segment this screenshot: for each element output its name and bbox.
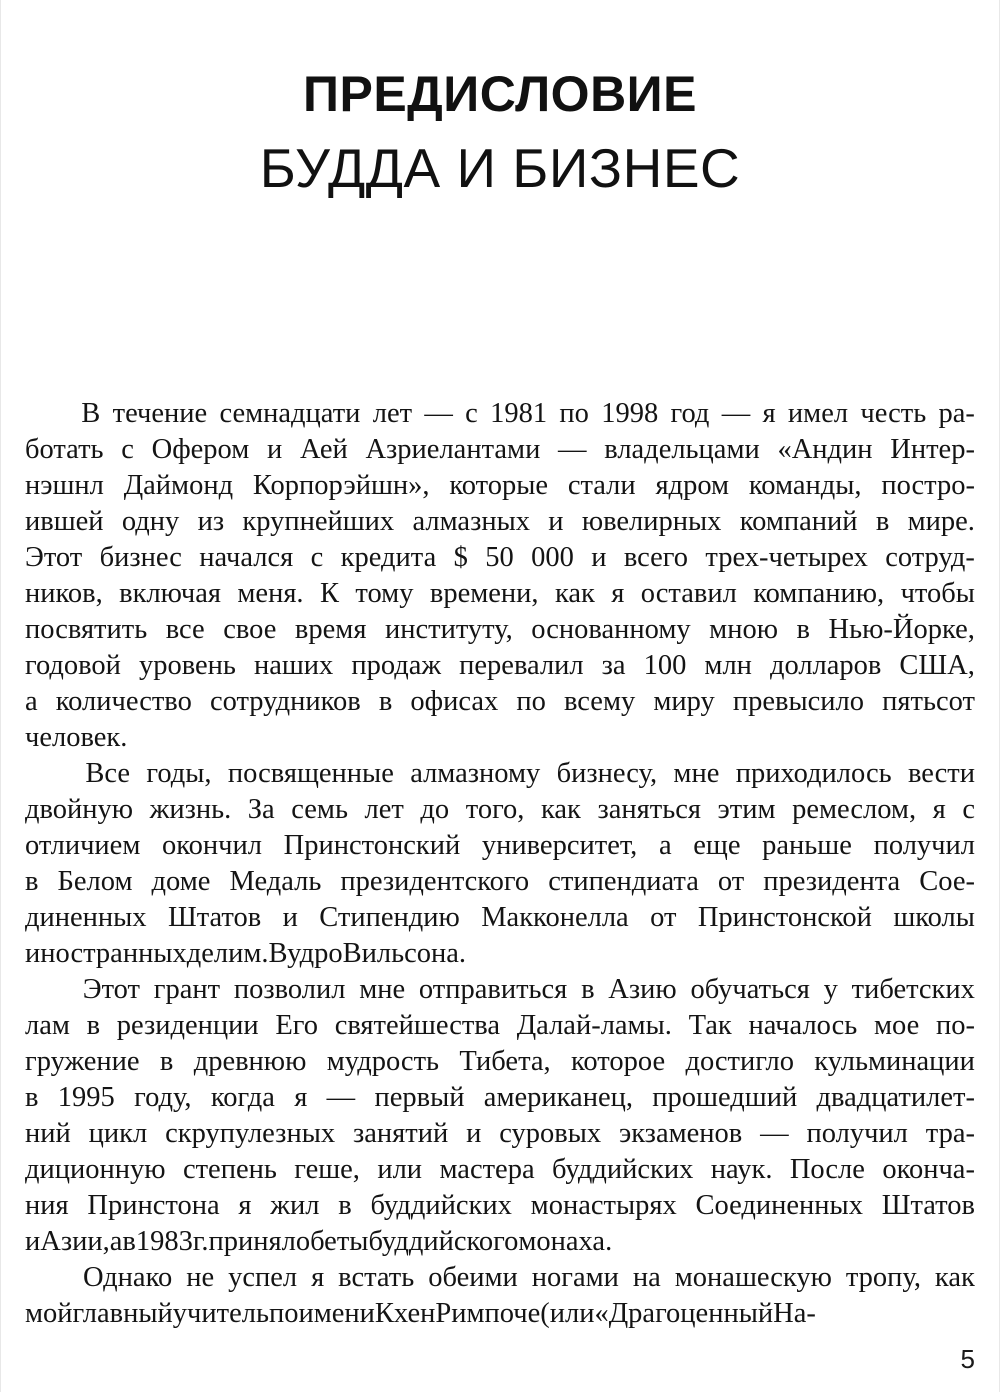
word: древнюю — [193, 1046, 307, 1077]
word: в — [378, 686, 393, 717]
word: а — [109, 1226, 123, 1257]
word: компаний — [739, 506, 858, 537]
word: тропу, — [845, 1262, 921, 1293]
word: президента — [763, 866, 901, 897]
word: а — [25, 686, 38, 717]
word: от — [650, 902, 677, 933]
word: одну — [121, 506, 180, 537]
text-line — [25, 396, 975, 432]
word: Азию — [608, 974, 677, 1005]
body-text — [25, 396, 975, 1332]
paragraph — [25, 972, 975, 1260]
word: тибетских — [851, 974, 975, 1005]
word: На- — [773, 1298, 816, 1329]
word: святейшества — [334, 1010, 501, 1041]
word: обучаться — [690, 974, 810, 1005]
word: не — [186, 1262, 215, 1293]
word: в — [338, 1190, 352, 1221]
text-line — [25, 1080, 975, 1116]
word: приходилось — [735, 758, 892, 789]
word: лам — [25, 1010, 70, 1041]
word: — — [424, 398, 453, 429]
text-line — [25, 540, 975, 576]
word: Офером — [151, 434, 250, 465]
word: ядром — [655, 470, 730, 501]
word: К — [319, 578, 339, 609]
word: Его — [275, 1010, 319, 1041]
word: по — [268, 1298, 299, 1329]
text-line — [25, 1188, 975, 1224]
word: мудрость — [326, 1046, 440, 1077]
word: пятьсот — [882, 686, 975, 717]
word: буддийского — [368, 1226, 519, 1257]
word: в — [159, 1046, 174, 1077]
word: Интер- — [890, 434, 975, 465]
word: 50 — [485, 542, 514, 573]
word: которое — [571, 1046, 666, 1077]
word: свое — [223, 614, 277, 645]
word: стипендиата — [548, 866, 699, 897]
word: Медаль — [229, 866, 322, 897]
word: г. — [192, 1226, 209, 1257]
word: ремеслом, — [792, 794, 917, 825]
word: обеты — [295, 1226, 369, 1257]
word: в — [875, 506, 890, 537]
word: и — [548, 506, 564, 537]
word: раньше — [762, 830, 852, 861]
word: основанному — [531, 614, 691, 645]
word: США, — [899, 650, 975, 681]
text-line — [25, 828, 975, 864]
word: «Драгоценный — [594, 1298, 774, 1329]
word: цикл — [88, 1118, 148, 1149]
word: Далай-ламы. — [516, 1010, 672, 1041]
word: Макконелла — [481, 902, 629, 933]
word: трех-четырех — [705, 542, 868, 573]
word: как — [554, 578, 595, 609]
word: офисах — [410, 686, 499, 717]
word: мною — [709, 614, 779, 645]
word: дел — [186, 938, 229, 969]
word: в — [122, 1226, 136, 1257]
word: Тибета, — [459, 1046, 551, 1077]
text-line — [25, 684, 975, 720]
word: тра- — [925, 1118, 975, 1149]
word: в — [25, 866, 39, 897]
word: ювелирных — [581, 506, 722, 537]
word: нэшнл — [25, 470, 104, 501]
word: мое — [873, 1010, 920, 1041]
word: алмазному — [410, 758, 541, 789]
word: млн — [704, 650, 752, 681]
word: сотрудников — [209, 686, 361, 717]
word: успел — [228, 1262, 298, 1293]
word: в — [86, 1010, 101, 1041]
word: с — [465, 398, 478, 429]
paragraph — [25, 1260, 975, 1332]
word: жизнь. — [149, 794, 232, 825]
word: алмазных — [412, 506, 530, 537]
word: имени — [298, 1298, 375, 1329]
word: а — [658, 830, 672, 861]
word: 000 — [531, 542, 574, 573]
word: степень — [182, 1154, 277, 1185]
page-edge-left — [0, 0, 1, 1392]
word: заняться — [597, 794, 701, 825]
word: наших — [253, 650, 334, 681]
word: 1998 — [601, 398, 659, 429]
word: лет — [372, 398, 413, 429]
word: буддийских — [552, 1154, 694, 1185]
word: достигло — [685, 1046, 794, 1077]
word: оконча- — [882, 1154, 975, 1185]
word: всему — [564, 686, 636, 717]
word: первый — [374, 1082, 465, 1113]
word: Принстонский — [283, 830, 461, 861]
word: как — [540, 794, 581, 825]
word: мой — [25, 1298, 73, 1329]
word: я — [611, 578, 625, 609]
word: имел — [787, 398, 849, 429]
text-line — [25, 612, 975, 648]
word: отправиться — [418, 974, 568, 1005]
word: Сое- — [919, 866, 975, 897]
word: наук. — [710, 1154, 773, 1185]
word: включая — [119, 578, 221, 609]
word: на — [632, 1262, 661, 1293]
word: Корпорэйшн», — [252, 470, 430, 501]
page-number: 5 — [960, 1344, 975, 1374]
word: монашескую — [674, 1262, 832, 1293]
word: Азриелантами — [365, 434, 541, 465]
word: жил — [270, 1190, 320, 1221]
word: по — [559, 398, 589, 429]
word: ившей — [25, 506, 104, 537]
word: двойную — [25, 794, 134, 825]
text-line — [25, 1224, 975, 1260]
word: Кхен — [374, 1298, 436, 1329]
word: 1995 — [57, 1082, 115, 1113]
chapter-heading — [0, 66, 1000, 198]
word: или — [377, 1154, 423, 1185]
word: и — [267, 434, 283, 465]
word: до — [420, 794, 450, 825]
word: После — [789, 1154, 865, 1185]
word: мне — [359, 974, 406, 1005]
word: человек. — [25, 722, 128, 753]
word: Вильсона. — [342, 938, 467, 969]
word: владельцами — [604, 434, 760, 465]
word: с — [121, 434, 134, 465]
word: учитель — [172, 1298, 269, 1329]
word: всего — [623, 542, 689, 573]
text-line — [25, 648, 975, 684]
word: началось — [748, 1010, 858, 1041]
word: монастырях — [530, 1190, 677, 1221]
word: (или — [540, 1298, 595, 1329]
word: им. — [228, 938, 269, 969]
word: — — [558, 434, 587, 465]
word: буддийских — [370, 1190, 512, 1221]
text-line — [25, 1296, 975, 1332]
word: чтобы — [900, 578, 975, 609]
word: годовой — [25, 650, 121, 681]
word: ра- — [938, 398, 975, 429]
word: Однако — [82, 1262, 173, 1293]
word: получил — [873, 830, 975, 861]
word: отличием — [25, 830, 141, 861]
word: экзаменов — [618, 1118, 743, 1149]
word: еще — [693, 830, 741, 861]
word: Штатов — [167, 902, 262, 933]
paragraph — [25, 396, 975, 756]
word: геше, — [294, 1154, 360, 1185]
word: превысило — [732, 686, 865, 717]
word: постро- — [881, 470, 975, 501]
word: с — [962, 794, 975, 825]
word: в — [581, 974, 595, 1005]
word: Римпоче — [435, 1298, 541, 1329]
word: крупнейших — [242, 506, 395, 537]
word: За — [247, 794, 275, 825]
word: у — [823, 974, 838, 1005]
word: я — [932, 794, 946, 825]
word: бизнесу, — [556, 758, 658, 789]
word: ния — [25, 1190, 69, 1221]
word: миру — [653, 686, 715, 717]
word: год — [670, 398, 710, 429]
word: по — [516, 686, 546, 717]
word: тому — [355, 578, 414, 609]
word: бизнес — [99, 542, 182, 573]
word: течение — [112, 398, 208, 429]
word: университет, — [481, 830, 638, 861]
word: диционную — [25, 1154, 166, 1185]
word: количество — [55, 686, 192, 717]
word: и — [466, 1118, 482, 1149]
word: меня. — [237, 578, 304, 609]
word: Штатов — [881, 1190, 975, 1221]
word: посвятить — [25, 614, 148, 645]
word: и — [25, 1226, 41, 1257]
word: встать — [338, 1262, 415, 1293]
word: окончил — [162, 830, 262, 861]
word: семнадцати — [219, 398, 361, 429]
word: я — [294, 1082, 308, 1113]
text-line — [25, 1008, 975, 1044]
text-line — [25, 1044, 975, 1080]
word: Соединенных — [695, 1190, 863, 1221]
word: в — [796, 614, 811, 645]
word: скрупулезных — [165, 1118, 336, 1149]
word: главный — [72, 1298, 173, 1329]
word: продаж — [351, 650, 442, 681]
word: перевалил — [459, 650, 584, 681]
word: иностранных — [25, 938, 187, 969]
text-line — [25, 468, 975, 504]
word: годы, — [146, 758, 212, 789]
word: Белом — [57, 866, 133, 897]
paragraph — [25, 756, 975, 972]
text-line — [25, 864, 975, 900]
word: Нью-Йорке, — [828, 614, 975, 645]
word: я — [311, 1262, 325, 1293]
word: Стипендию — [319, 902, 460, 933]
word: сотруд- — [885, 542, 975, 573]
text-line — [25, 432, 975, 468]
word: уровень — [138, 650, 236, 681]
word: — — [760, 1118, 789, 1149]
text-line — [25, 504, 975, 540]
word: — — [721, 398, 751, 429]
text-line — [25, 720, 975, 756]
word: из — [197, 506, 225, 537]
word: — — [326, 1082, 356, 1113]
text-line — [25, 1152, 975, 1188]
word: Вудро — [268, 938, 343, 969]
word: позволил — [233, 974, 346, 1005]
word: компанию, — [753, 578, 885, 609]
word: Азии, — [40, 1226, 110, 1257]
word: 100 — [643, 650, 687, 681]
word: школы — [893, 902, 975, 933]
word: «Андин — [777, 434, 873, 465]
word: вести — [907, 758, 975, 789]
word: мне — [673, 758, 720, 789]
word: посвященные — [227, 758, 394, 789]
text-line — [25, 972, 975, 1008]
word: долларов — [769, 650, 882, 681]
word: когда — [210, 1082, 275, 1113]
word: году, — [134, 1082, 192, 1113]
word: за — [601, 650, 626, 681]
word: Все — [85, 758, 131, 789]
text-line — [25, 1260, 975, 1296]
word: того, — [465, 794, 525, 825]
word: команды, — [748, 470, 862, 501]
word: время — [294, 614, 367, 645]
word: Даймонд — [123, 470, 234, 501]
text-line — [25, 792, 975, 828]
text-line — [25, 936, 975, 972]
word: 1981 — [490, 398, 548, 429]
word: Этот — [82, 974, 140, 1005]
word: и — [282, 902, 298, 933]
text-line — [25, 900, 975, 936]
word: Аей — [299, 434, 348, 465]
word: времени, — [429, 578, 539, 609]
word: стали — [567, 470, 636, 501]
word: мастера — [439, 1154, 535, 1185]
word: прошедший — [652, 1082, 798, 1113]
word: $ — [453, 542, 468, 573]
word: Так — [688, 1010, 732, 1041]
word: которые — [449, 470, 548, 501]
text-line — [25, 576, 975, 612]
word: принял — [208, 1226, 296, 1257]
word: лет — [364, 794, 404, 825]
word: я — [238, 1190, 252, 1221]
chapter-subtitle: БУДДА И БИЗНЕС — [259, 137, 741, 199]
word: грант — [153, 974, 221, 1005]
word: американец, — [483, 1082, 633, 1113]
word: В — [81, 398, 101, 429]
word: по- — [935, 1010, 975, 1041]
word: начался — [199, 542, 294, 573]
word: институту, — [384, 614, 513, 645]
word: гружение — [25, 1046, 140, 1077]
word: ботать — [25, 434, 104, 465]
word: двадцатилет- — [816, 1082, 975, 1113]
text-line — [25, 756, 975, 792]
word: ний — [25, 1118, 71, 1149]
word: резиденции — [116, 1010, 259, 1041]
word: кульминации — [814, 1046, 975, 1077]
chapter-title: ПРЕДИСЛОВИЕ — [303, 66, 697, 122]
word: с — [310, 542, 324, 573]
text-line — [25, 1116, 975, 1152]
word: диненных — [25, 902, 147, 933]
word: в — [25, 1082, 39, 1113]
word: ногами — [531, 1262, 619, 1293]
word: Этот — [25, 542, 83, 573]
word: кредита — [340, 542, 437, 573]
word: получил — [806, 1118, 908, 1149]
word: все — [165, 614, 205, 645]
word: суровых — [499, 1118, 602, 1149]
word: монаха. — [518, 1226, 613, 1257]
word: 1983 — [135, 1226, 193, 1257]
word: занятий — [352, 1118, 449, 1149]
word: Принстона — [87, 1190, 220, 1221]
word: оставил — [640, 578, 737, 609]
word: от — [717, 866, 745, 897]
word: доме — [151, 866, 211, 897]
word: честь — [860, 398, 927, 429]
word: этим — [717, 794, 776, 825]
word: как — [934, 1262, 975, 1293]
word: и — [591, 542, 607, 573]
word: президентского — [340, 866, 530, 897]
word: я — [762, 398, 776, 429]
word: семь — [291, 794, 348, 825]
word: Принстонской — [697, 902, 872, 933]
word: обеими — [428, 1262, 518, 1293]
word: ников, — [25, 578, 103, 609]
word: мире. — [907, 506, 975, 537]
